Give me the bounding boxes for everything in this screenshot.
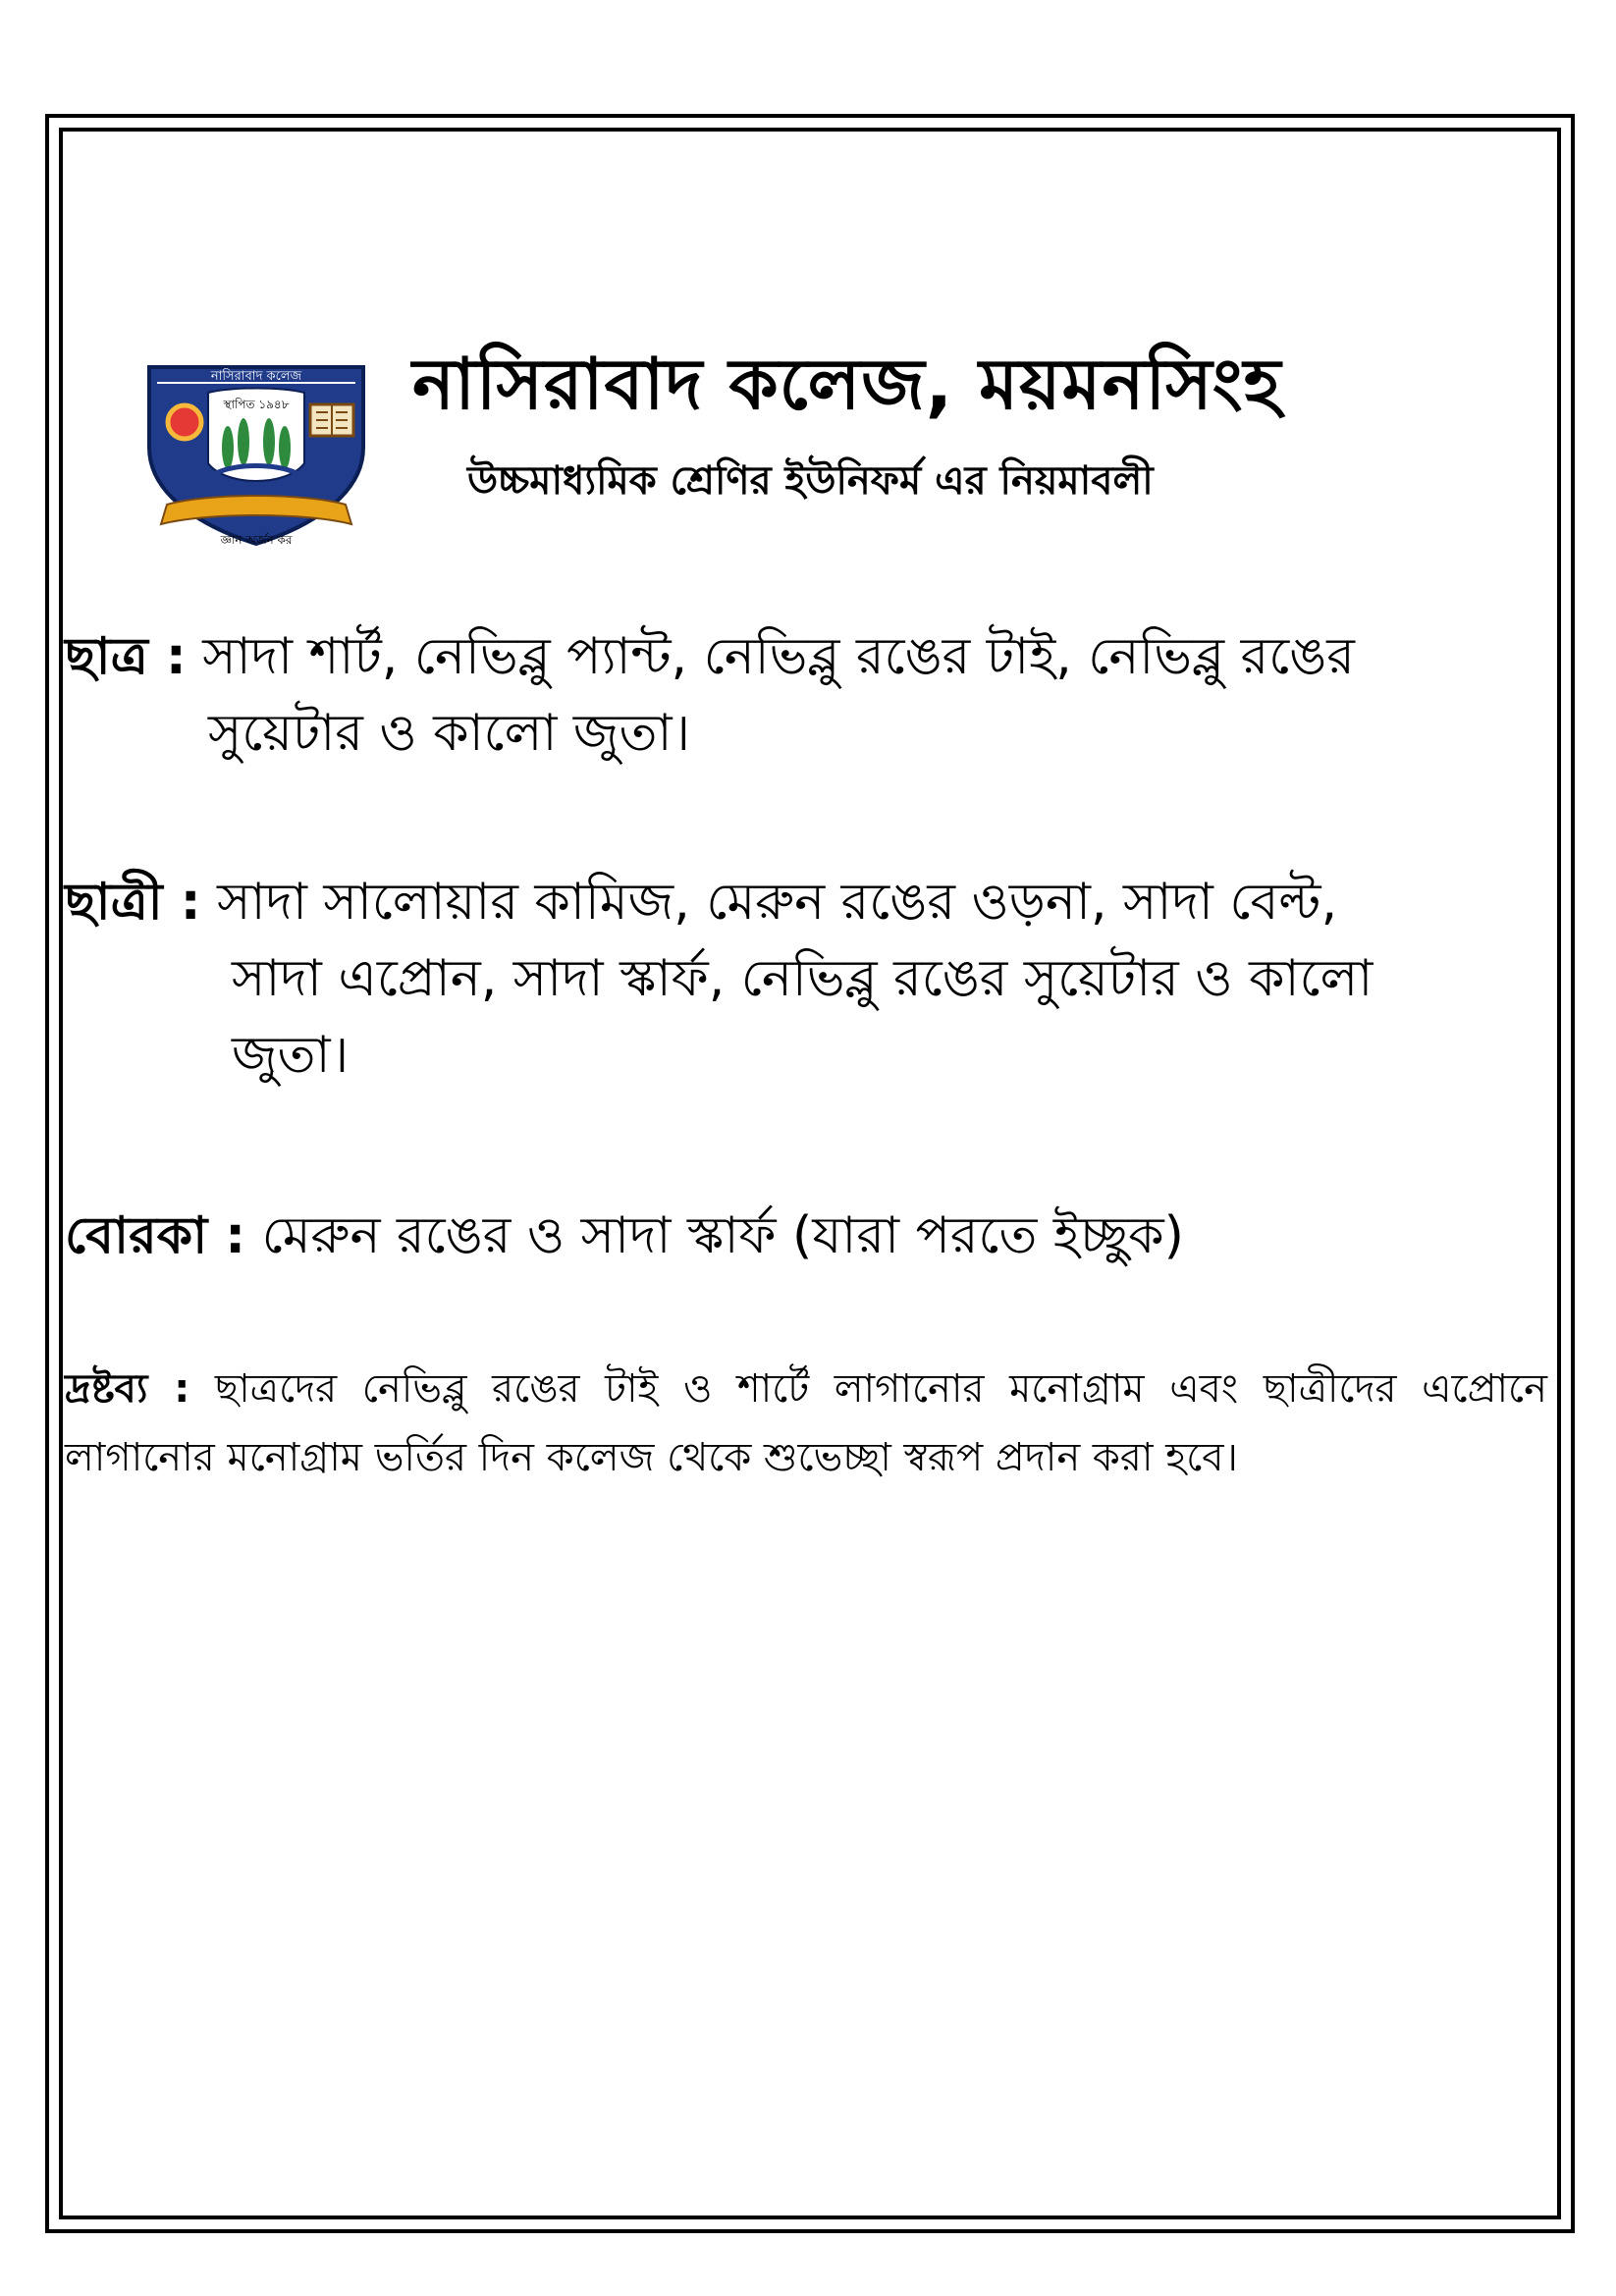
rule-borka-text: মেরুন রঙের ও সাদা স্কার্ফ (যারা পরতে ইচ্ছুক)	[261, 1206, 1184, 1265]
note	[65, 1355, 1547, 1492]
rule-borka-row	[65, 1198, 1537, 1274]
rule-chhatro-line2: সুয়েটার ও কালো জুতা।	[208, 704, 691, 763]
crest-year: স্থাপিত ১৯৪৮	[223, 398, 290, 411]
rule-chhatri-line3: জুতা।	[232, 1026, 350, 1085]
rule-chhatro-row1	[65, 618, 1537, 695]
rule-chhatro-label: ছাত্র :	[65, 627, 187, 686]
sun-icon	[168, 405, 201, 439]
crest-title: নাসিরাবাদ কলেজ	[210, 369, 302, 384]
rule-chhatri-label: ছাত্রী :	[65, 873, 201, 932]
rule-chhatri	[65, 864, 1537, 1094]
note-text: ছাত্রদের নেভিব্লু রঙের টাই ও শার্টে লাগানোর মনোগ্রাম এবং ছাত্রীদের এপ্রোনে লাগানোর মনোগ্রাম ভর্তির দিন কলেজ থেকে শুভেচ্ছা স্বরূপ প্রদান করা হবে।	[65, 1366, 1548, 1480]
rule-chhatri-line1: সাদা সালোয়ার কামিজ, মেরুন রঙের ওড়না, সাদা বেল্ট,	[217, 873, 1338, 932]
rule-chhatri-row1	[65, 864, 1537, 940]
college-crest-icon	[139, 361, 373, 552]
crest-motto: জ্ঞান অর্জন কর	[220, 533, 293, 547]
rule-chhatri-line2: সাদা এপ্রোন, সাদা স্কার্ফ, নেভিব্লু রঙের সুয়েটার ও কালো	[232, 949, 1374, 1008]
page-subtitle: উচ্চমাধ্যমিক শ্রেণির ইউনিফর্ম এর নিয়মাবলী	[467, 458, 1154, 504]
rule-chhatro	[65, 618, 1537, 772]
rule-borka-label: বোরকা :	[65, 1206, 246, 1265]
rule-chhatro-line1: সাদা শার্ট, নেভিব্লু প্যান্ট, নেভিব্লু রঙের টাই, নেভিব্লু রঙের	[202, 627, 1355, 686]
rule-borka	[65, 1198, 1537, 1274]
page-title: নাসিরাবাদ কলেজ, ময়মনসিংহ	[412, 343, 1282, 425]
note-label: দ্রষ্টব্য :	[65, 1366, 190, 1412]
